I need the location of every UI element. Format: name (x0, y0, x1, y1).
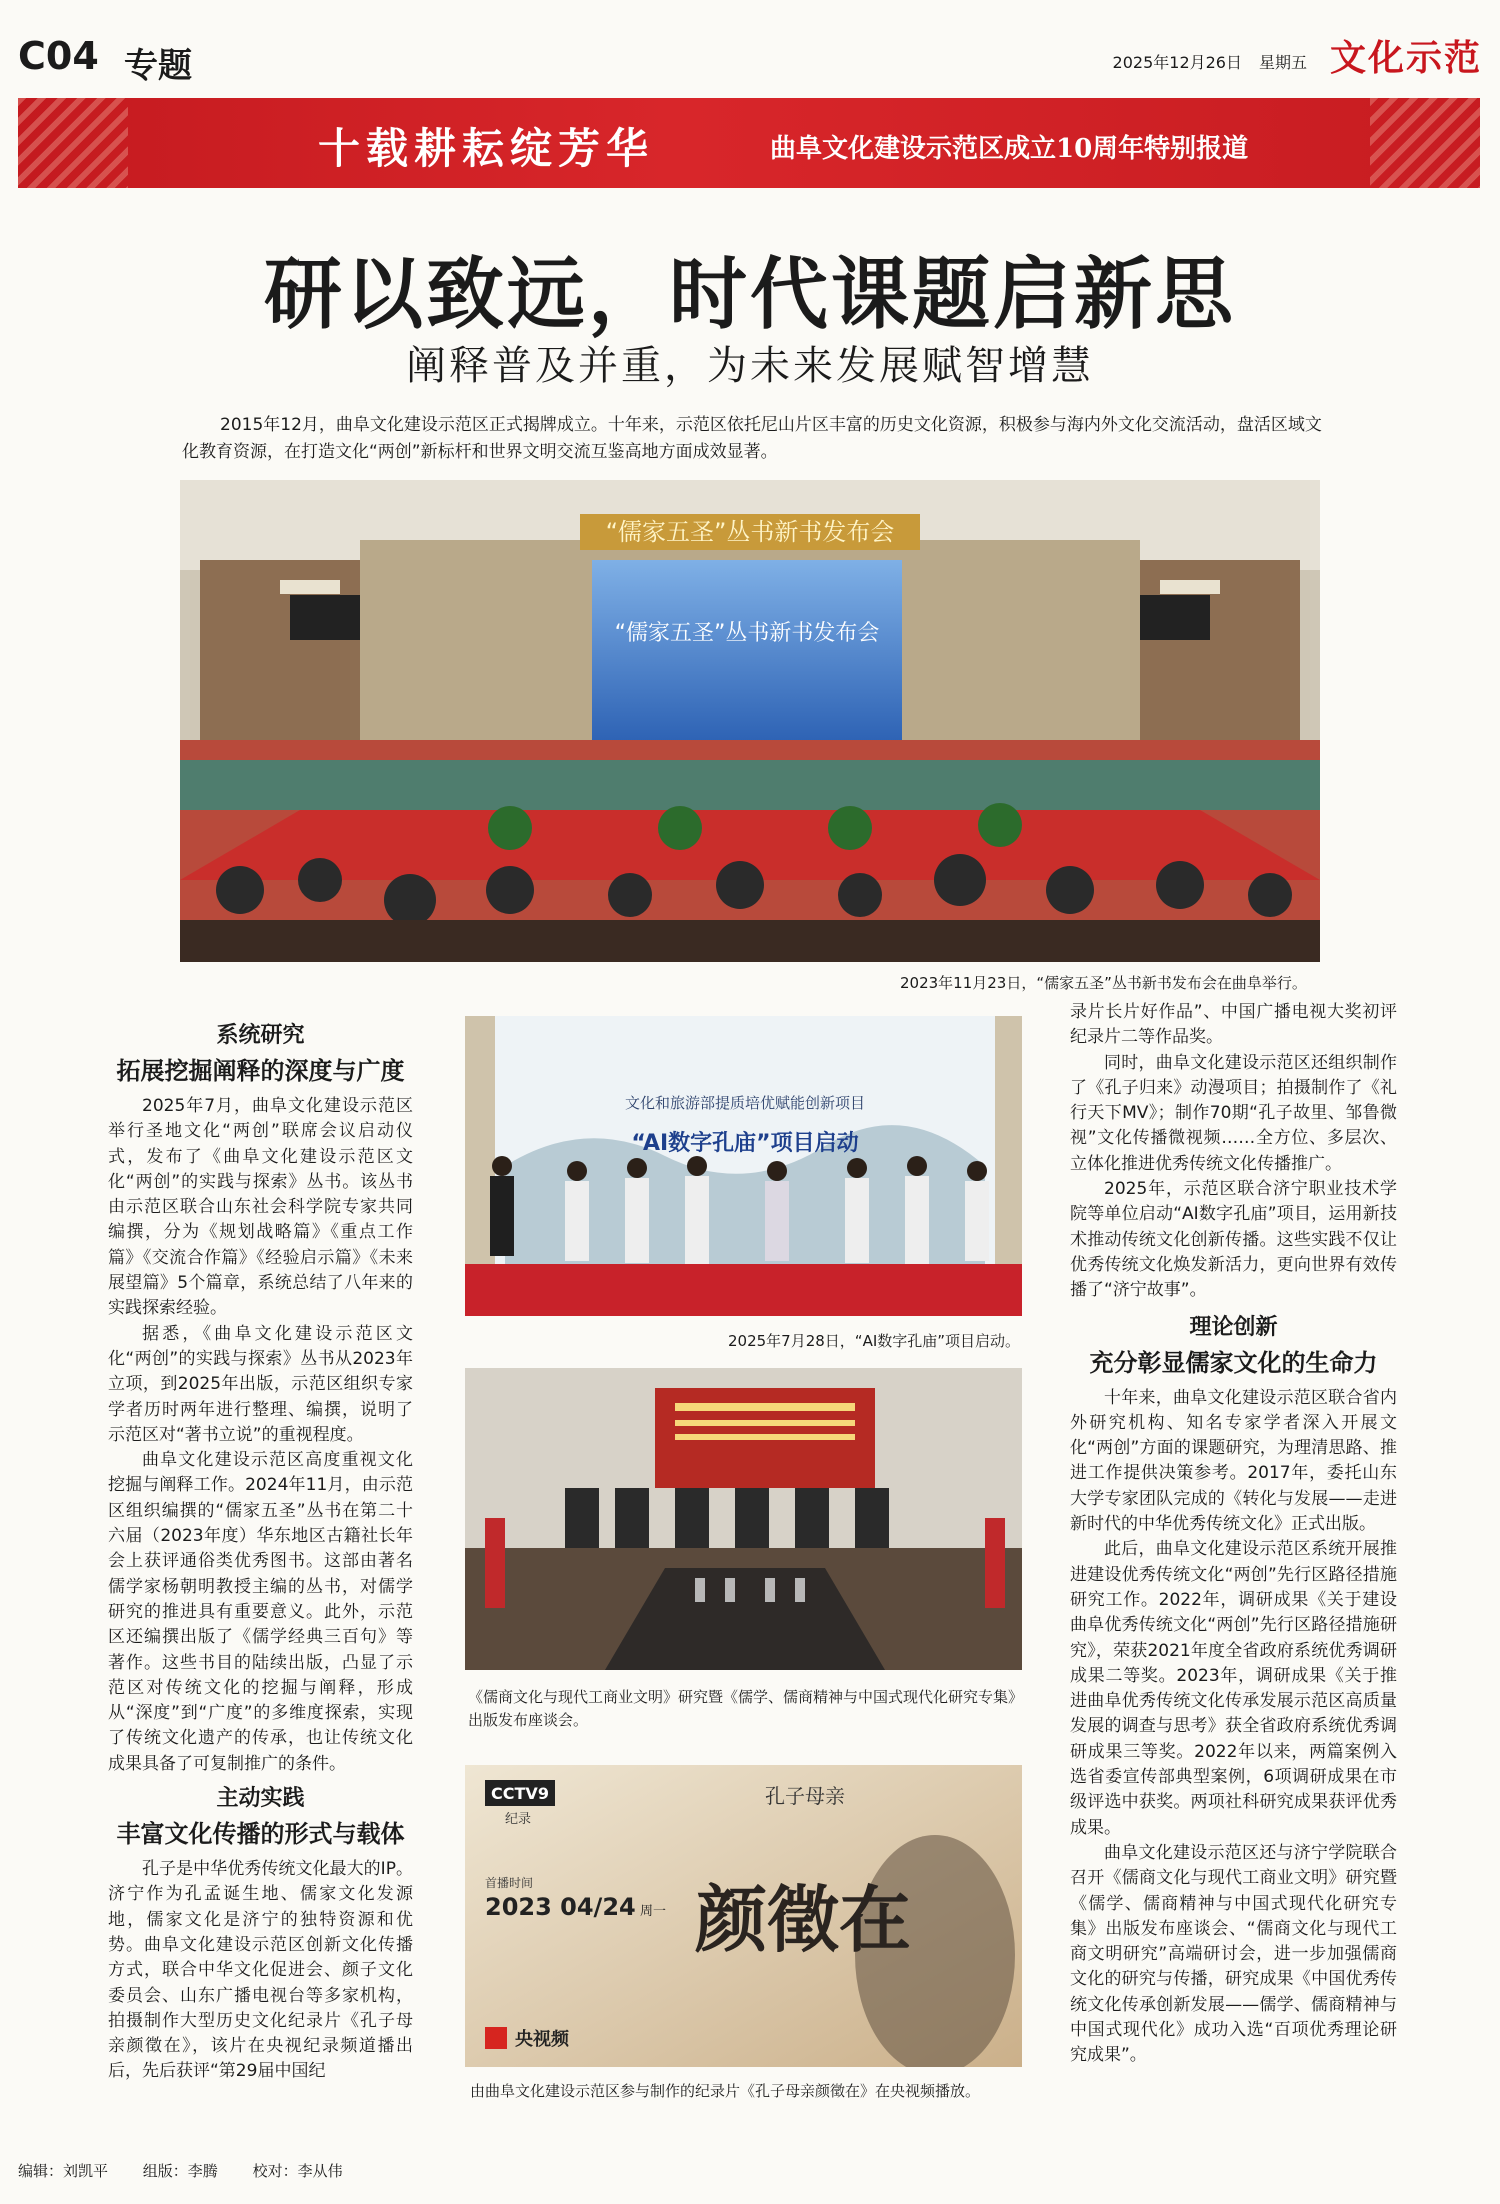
section-kicker-3: 理论创新 (1189, 1313, 1278, 1340)
issue-date: 2025年12月26日 (1112, 53, 1242, 72)
main-photo-caption: 2023年11月23日，“儒家五圣”丛书新书发布会在曲阜举行。 (900, 974, 1307, 992)
proof-credit: 校对：李从伟 (252, 2162, 343, 2180)
poster-weekday: 周一 (640, 1904, 667, 1919)
article-paragraph: 十年来，曲阜文化建设示范区联合省内外研究机构、知名专家学者深入开展文化“两创”方面的课题研究，为理清思路、推进工作提供决策参考。2017年，委托山东大学专家团队完成的《转化与发展——走进新时代的中华优秀传统文化》正式出版。 (1070, 1387, 1397, 1535)
forum-photo (465, 1368, 1022, 1670)
photo-screen-text: “儒家五圣”丛书新书发布会 (614, 621, 880, 646)
poster-channel-sub: 纪录 (505, 1812, 532, 1827)
section-title-3: 充分彰显儒家文化的生命力 (1089, 1347, 1378, 1377)
article-paragraph: 2025年7月，曲阜文化建设示范区举行圣地文化“两创”联席会议启动仪式，发布了《曲阜文化建设示范区文化“两创”的实践与探索》丛书。该丛书由示范区联合山东社会科学院专家共同编撰，分为《规划战略篇》《重点工作篇》《交流合作篇》《经验启示篇》《未来展望篇》5个篇章，系统总结了八年来的实践探索经验。 (108, 1096, 413, 1319)
poster-caption: 由曲阜文化建设示范区参与制作的纪录片《孔子母亲颜徵在》在央视频播放。 (470, 2082, 981, 2100)
article-paragraph: 同时，曲阜文化建设示范区还组织制作了《孔子归来》动漫项目；拍摄制作了《礼行天下MV》；制作70期“孔子故里、邹鲁微视”文化传播微视频……全方位、多层次、立体化推进优秀传统文化传播推广。 (1070, 1052, 1397, 1174)
article-paragraph: 孔子是中华优秀传统文化最大的IP。济宁作为孔孟诞生地、儒家文化发源地，儒家文化是济宁的独特资源和优势。曲阜文化建设示范区创新文化传播方式，联合中华文化促进会、颜子文化委员会、山东广播电视台等多家机构，拍摄制作大型历史文化纪录片《孔子母亲颜徵在》，该片在央视纪录频道播出后，先后获评“第29届中国纪 (108, 1859, 413, 2082)
left-column (108, 1012, 413, 2085)
ai-photo-line1: 文化和旅游部提质培优赋能创新项目 (624, 1094, 866, 1112)
photo-banner-text: “儒家五圣”丛书新书发布会 (605, 518, 895, 546)
section-kicker-2: 主动实践 (216, 1785, 305, 1812)
poster-vertical-top: 孔子母亲 (765, 1784, 845, 1808)
banner-pattern-right (1370, 98, 1480, 188)
documentary-poster (465, 1765, 1022, 2067)
article-paragraph: 此后，曲阜文化建设示范区系统开展推进建设优秀传统文化“两创”先行区路径措施研究工作。2022年，调研成果《关于建设曲阜优秀传统文化“两创”先行区路径措施研究》，荣获2021年度全省政府系统优秀调研成果二等奖。2023年，调研成果《关于推进曲阜优秀传统文化传承发展示范区高质量发展的调查与思考》获全省政府系统优秀调研成果三等奖。2022年以来，两篇案例入选省委宣传部典型案例，6项调研成果在市级评选中获奖。两项社科研究成果获评优秀成果。 (1070, 1539, 1397, 1838)
poster-channel: CCTV9 (491, 1784, 549, 1803)
masthead (18, 28, 1482, 86)
poster-app-logo: 央视频 (515, 2029, 569, 2050)
editor-credit: 编辑：刘凯平 (18, 2162, 109, 2180)
poster-air-date: 2023 04/24 (485, 1893, 636, 1921)
banner-pattern-left (18, 98, 128, 188)
section-label: 专题 (124, 46, 192, 86)
banner-title: 十载耕耘绽芳华 (318, 124, 655, 173)
credits-footer (18, 2160, 373, 2181)
ai-temple-launch-photo (465, 1016, 1022, 1316)
ai-photo-line2: “AI数字孔庙”项目启动 (631, 1131, 859, 1156)
lead-paragraph: 2015年12月，曲阜文化建设示范区正式揭牌成立。十年来，示范区依托尼山片区丰富的历史文化资源，积极参与海内外文化交流活动，盘活区域文化教育资源，在打造文化“两创”新标杆和世界文明交流互鉴高地方面成效显著。 (182, 415, 1322, 462)
right-column (1070, 1000, 1397, 2069)
paper-name-logo: 文化示范 (1329, 38, 1482, 79)
subheadline: 阐释普及并重，为未来发展赋智增慧 (406, 343, 1094, 389)
headline: 研以致远，时代课题启新思 (263, 249, 1236, 340)
article-paragraph: 曲阜文化建设示范区还与济宁学院联合召开《儒商文化与现代工商业文明》研究暨《儒学、儒商精神与中国式现代化研究专集》出版发布座谈会、“儒商文化与现代工商文明研究”高端研讨会，进一步加强儒商文化的研究与传播，研究成果《中国优秀传统文化传承创新发展——儒学、儒商精神与中国式现代化》成功入选“百项优秀理论研究成果”。 (1070, 1842, 1397, 2066)
article-paragraph: 录片长片好作品”、中国广播电视大奖初评纪录片二等作品奖。 (1070, 1002, 1397, 1048)
section-title-2: 丰富文化传播的形式与载体 (116, 1819, 405, 1849)
ai-photo-caption: 2025年7月28日，“AI数字孔庙”项目启动。 (728, 1332, 1021, 1350)
poster-air-label: 首播时间 (485, 1876, 534, 1890)
page-code: C04 (18, 34, 99, 78)
special-report-banner (18, 98, 1480, 188)
article-paragraph: 据悉，《曲阜文化建设示范区文化“两创”的实践与探索》丛书从2023年立项，到2025年出版，示范区组织专家学者历时两年进行整理、编撰，说明了示范区对“著书立说”的重视程度。 (108, 1323, 413, 1445)
article-paragraph: 曲阜文化建设示范区高度重视文化挖掘与阐释工作。2024年11月，由示范区组织编撰的“儒家五圣”丛书在第二十六届（2023年度）华东地区古籍社长年会上获评通俗类优秀图书。这部由著名儒学家杨朝明教授主编的丛书，对儒学研究的推进具有重要意义。此外，示范区还编撰出版了《儒学经典三百句》等著作。这些书目的陆续出版，凸显了示范区对传统文化的挖掘与阐释，形成从“深度”到“广度”的多维度探索，实现了传统文化遗产的传承，也让传统文化成果具备了可复制推广的条件。 (108, 1450, 413, 1774)
poster-big-title: 颜徵在 (695, 1877, 912, 1962)
banner-subtitle: 曲阜文化建设示范区成立10周年特别报道 (770, 134, 1249, 164)
issue-weekday: 星期五 (1258, 53, 1307, 72)
section-kicker-1: 系统研究 (216, 1022, 305, 1048)
main-photo-book-launch (180, 480, 1320, 962)
forum-photo-caption: 《儒商文化与现代工商业文明》研究暨《儒学、儒商精神与中国式现代化研究专集》出版发布座谈会。 (468, 1688, 1024, 1729)
layout-credit: 组版：李腾 (142, 2162, 218, 2180)
article-paragraph: 2025年，示范区联合济宁职业技术学院等单位启动“AI数字孔庙”项目，运用新技术推动传统文化创新传播。这些实践不仅让优秀传统文化焕发新活力，更向世界有效传播了“济宁故事”。 (1070, 1179, 1397, 1301)
section-title-1: 拓展挖掘阐释的深度与广度 (116, 1056, 405, 1085)
